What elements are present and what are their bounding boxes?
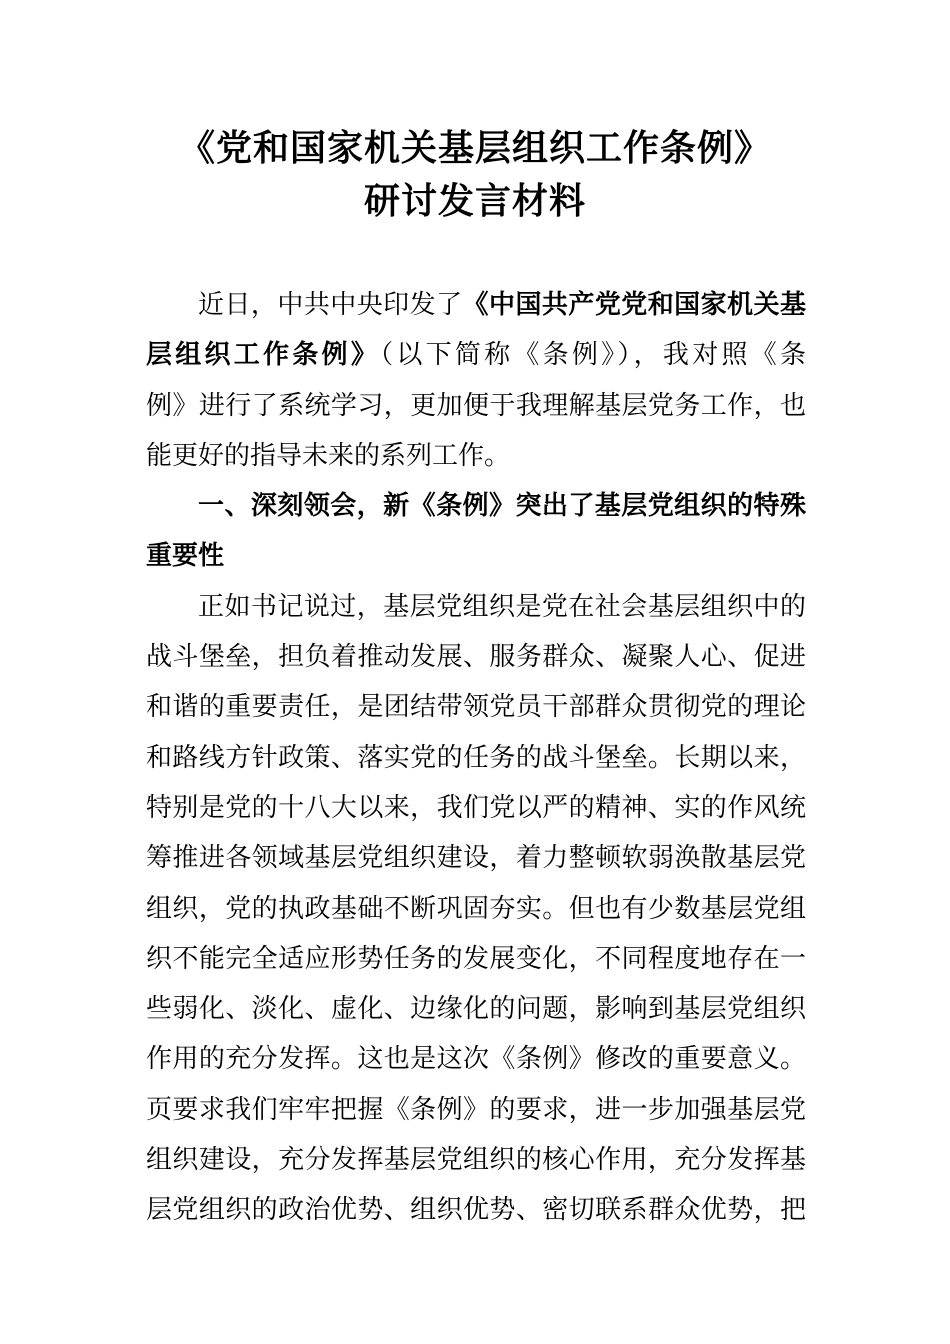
intro-line-1 xyxy=(146,280,806,330)
intro-text: （以下简称《条例》），我对照《条 xyxy=(380,340,806,371)
paragraph-line: 战斗堡垒，担负着推动发展、服务群众、凝聚人心、促进 xyxy=(146,642,806,673)
intro-text: 近日，中共中央印发了 xyxy=(198,290,463,320)
intro-line-4: 能更好的指导未来的系列工作。 xyxy=(146,440,511,471)
document-body xyxy=(146,280,806,1236)
paragraph-line: 层党组织的政治优势、组织优势、密切联系群众优势，把 xyxy=(146,1195,806,1226)
paragraph-line: 页要求我们牢牢把握《条例》的要求，进一步加强基层党 xyxy=(146,1094,806,1125)
section-heading-1-line-2: 重要性 xyxy=(146,541,225,572)
section-heading-1-line-1: 一、深刻领会，新《条例》突出了基层党组织的特殊 xyxy=(198,491,806,522)
intro-line-3: 例》进行了系统学习，更加便于我理解基层党务工作，也 xyxy=(146,390,806,421)
paragraph-line: 组织，党的执政基础不断巩固夯实。但也有少数基层党组 xyxy=(146,893,806,924)
regulation-title-bold-end: 层组织工作条例》 xyxy=(146,340,381,371)
intro-line-2 xyxy=(146,330,806,380)
paragraph-line: 些弱化、淡化、虚化、边缘化的问题，影响到基层党组织 xyxy=(146,994,806,1025)
paragraph-line: 和路线方针政策、落实党的任务的战斗堡垒。长期以来， xyxy=(146,742,806,773)
document-title-line-1: 《党和国家机关基层组织工作条例》 xyxy=(178,127,771,169)
paragraph-line: 组织建设，充分发挥基层党组织的核心作用，充分发挥基 xyxy=(146,1145,806,1176)
paragraph-line: 正如书记说过，基层党组织是党在社会基层组织中的 xyxy=(198,591,806,622)
paragraph-line: 筹推进各领域基层党组织建设，着力整顿软弱涣散基层党 xyxy=(146,843,806,874)
paragraph-line: 特别是党的十八大以来，我们党以严的精神、实的作风统 xyxy=(146,792,806,823)
regulation-title-bold: 《中国共产党党和国家机关基 xyxy=(462,290,806,320)
paragraph-line: 作用的充分发挥。这也是这次《条例》修改的重要意义。 xyxy=(146,1044,806,1075)
document-title-line-2: 研讨发言材料 xyxy=(363,180,586,222)
paragraph-line: 织不能完全适应形势任务的发展变化，不同程度地存在一 xyxy=(146,943,806,974)
paragraph-line: 和谐的重要责任，是团结带领党员干部群众贯彻党的理论 xyxy=(146,692,806,723)
